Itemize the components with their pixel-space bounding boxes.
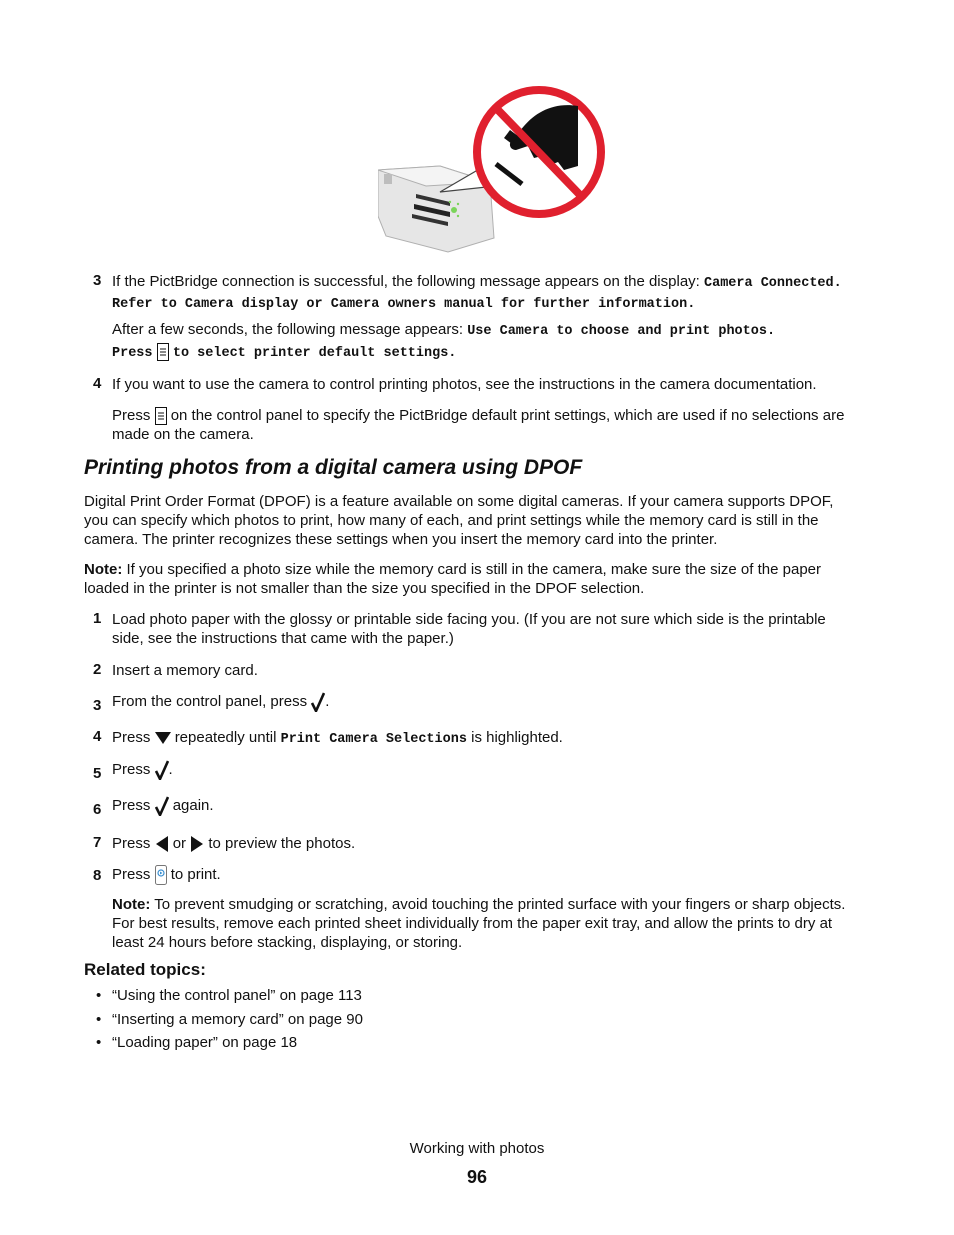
- note-label: Note:: [84, 561, 123, 578]
- after-text: After a few seconds, the following message appears:: [112, 321, 464, 338]
- right-arrow-icon: [190, 836, 204, 852]
- display-message-1: Camera Connected.: [704, 276, 842, 291]
- step-3-press-line: [112, 342, 456, 363]
- step-3-after: [112, 320, 882, 341]
- note-line-2: For best results, remove each printed sheet individually from the paper exit tray, and allow the prints to dry at: [112, 915, 833, 932]
- related-link[interactable]: [96, 1033, 297, 1052]
- down-arrow-icon: [155, 731, 171, 745]
- note-label: Note:: [112, 896, 151, 913]
- step-8-end: to print.: [170, 866, 221, 883]
- press-word: Press: [112, 835, 151, 852]
- note-line-3: least 24 hours before stacking, displaying, or storing.: [112, 934, 463, 951]
- step-number: 2: [93, 661, 102, 678]
- checkmark-icon: [311, 692, 325, 712]
- bullet-icon: •: [96, 1034, 102, 1051]
- press-word: Press: [112, 729, 151, 746]
- intro-line-2: you can specify which photos to print, how many of each, and print settings while the memory card is still in the: [84, 512, 819, 529]
- step-3-end: .: [325, 693, 330, 710]
- related-link[interactable]: [96, 1010, 363, 1029]
- step-number: 1: [93, 610, 102, 627]
- page-number: 96: [466, 1167, 488, 1187]
- intro-line-3: camera. The printer recognizes these settings when you insert the memory card into the printer.: [84, 531, 718, 548]
- or-word: or: [172, 835, 187, 852]
- step-4-text: [112, 728, 563, 749]
- step-8-note: [112, 895, 882, 952]
- no-touch-illustration: [378, 86, 606, 256]
- step-4-press: [112, 406, 882, 444]
- left-arrow-icon: [155, 836, 169, 852]
- related-topics-heading: Related topics:: [84, 960, 206, 979]
- step-2-text: Insert a memory card.: [112, 662, 258, 679]
- section-title: Printing photos from a digital camera using DPOF: [84, 456, 583, 479]
- section-note: [84, 560, 874, 598]
- display-message-4b: to select printer default settings.: [172, 346, 457, 361]
- related-link[interactable]: [96, 986, 362, 1005]
- step-3-text: [112, 272, 882, 314]
- related-link-text[interactable]: “Loading paper” on page 18: [112, 1034, 298, 1051]
- press-word: Press: [112, 407, 151, 424]
- step-4-mid: repeatedly until: [174, 729, 277, 746]
- menu-option-code: Print Camera Selections: [280, 732, 467, 747]
- intro-line-1: Digital Print Order Format (DPOF) is a feature available on some digital cameras. If your camera supports DPOF,: [84, 493, 834, 510]
- press-word: Press: [112, 866, 151, 883]
- step-6-text: [112, 796, 214, 816]
- note-line-1: To prevent smudging or scratching, avoid touching the printed surface with your fingers or sharp objects.: [154, 896, 846, 913]
- checkmark-icon: [155, 796, 169, 816]
- step-1-line-2: side, see the instructions that came with the paper.): [112, 630, 454, 647]
- step-number: 6: [93, 801, 102, 818]
- press-word: Press: [112, 797, 151, 814]
- menu-icon: [157, 343, 169, 361]
- step-4-text: If you want to use the camera to control printing photos, see the instructions in the camera documentation.: [112, 376, 817, 393]
- menu-icon: [155, 407, 167, 425]
- display-message-2: Refer to Camera display or Camera owners manual for further information.: [112, 297, 696, 312]
- step-number: 3: [93, 697, 102, 714]
- section-intro: [84, 492, 874, 549]
- step-4-end: is highlighted.: [471, 729, 563, 746]
- display-message-4a: Press: [112, 346, 153, 361]
- checkmark-icon: [155, 760, 169, 780]
- press-word: Press: [112, 761, 151, 778]
- step-3-body: If the PictBridge connection is successful, the following message appears on the display:: [112, 273, 700, 290]
- display-message-3: Use Camera to choose and print photos.: [467, 324, 776, 339]
- note-line-2: loaded in the printer is not smaller than the size you specified in the DPOF selection.: [84, 580, 645, 597]
- step-1-line-1: Load photo paper with the glossy or printable side facing you. (If you are not sure which side is the printable: [112, 611, 826, 628]
- prohibited-sign: [477, 90, 601, 214]
- step-number: 7: [93, 834, 102, 851]
- step-number: 5: [93, 765, 102, 782]
- step-number: 4: [93, 375, 102, 392]
- press-rest-1: on the control panel to specify the PictBridge default print settings, which are used if no selections are: [170, 407, 845, 424]
- note-line-1: If you specified a photo size while the memory card is still in the camera, make sure the size of the paper: [126, 561, 821, 578]
- step-8-text: [112, 865, 221, 885]
- step-5-end: .: [168, 761, 173, 778]
- press-rest-2: made on the camera.: [112, 426, 254, 444]
- step-number: 8: [93, 867, 102, 884]
- step-number: 4: [93, 728, 102, 745]
- step-7-end: to preview the photos.: [208, 835, 356, 852]
- step-number: 3: [93, 272, 102, 289]
- related-link-text[interactable]: “Using the control panel” on page 113: [112, 987, 362, 1004]
- related-link-text[interactable]: “Inserting a memory card” on page 90: [112, 1011, 363, 1028]
- start-button-icon: [155, 865, 167, 885]
- step-5-text: [112, 760, 173, 780]
- step-6-end: again.: [172, 797, 214, 814]
- bullet-icon: •: [96, 987, 102, 1004]
- bullet-icon: •: [96, 1011, 102, 1028]
- step-3-text: [112, 692, 329, 712]
- step-1-text: [112, 610, 882, 648]
- step-3-body: From the control panel, press: [112, 693, 308, 710]
- footer-section-name: Working with photos: [409, 1140, 545, 1157]
- step-7-text: [112, 834, 355, 853]
